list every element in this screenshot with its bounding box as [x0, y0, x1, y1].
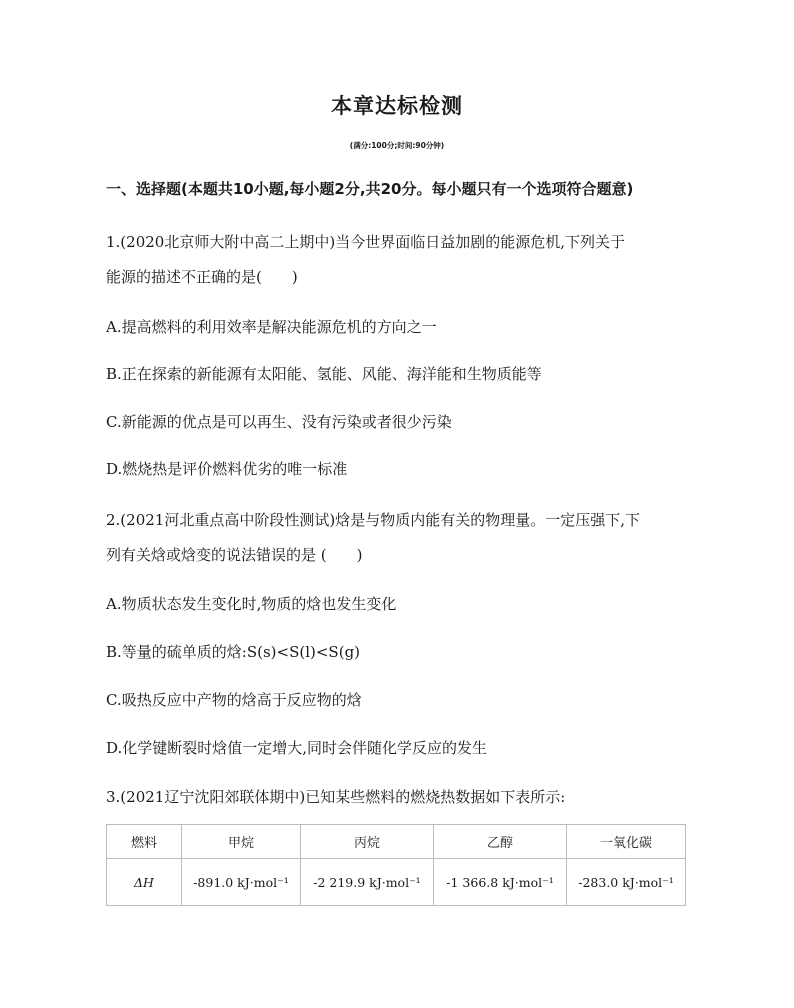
table-cell: -2 219.9 kJ·mol⁻¹: [300, 859, 433, 906]
table-header-cell: 一氧化碳: [567, 825, 686, 859]
table-cell: -283.0 kJ·mol⁻¹: [567, 859, 686, 906]
table-header-cell: 乙醇: [433, 825, 566, 859]
question-2-option-c: C.吸热反应中产物的焓高于反应物的焓: [106, 691, 362, 709]
table-row: [107, 859, 686, 906]
table-cell: -1 366.8 kJ·mol⁻¹: [433, 859, 566, 906]
question-2-option-b: B.等量的硫单质的焓:S(s)<S(l)<S(g): [106, 643, 361, 661]
combustion-heat-table: [106, 824, 686, 906]
question-1-stem-line-2: 能源的描述不正确的是( ): [106, 268, 298, 286]
question-1-option-d: D.燃烧热是评价燃料优劣的唯一标准: [106, 460, 348, 478]
question-2-stem-line-1: 2.(2021河北重点高中阶段性测试)焓是与物质内能有关的物理量。一定压强下,下: [106, 511, 640, 529]
table-header-cell: 丙烷: [300, 825, 433, 859]
table-header-row: [107, 825, 686, 859]
question-1-option-a: A.提高燃料的利用效率是解决能源危机的方向之一: [106, 318, 437, 336]
question-1-stem-line-1: 1.(2020北京师大附中高二上期中)当今世界面临日益加剧的能源危机,下列关于: [106, 233, 625, 251]
page-title: 本章达标检测: [331, 94, 463, 118]
table-header-cell: 燃料: [107, 825, 182, 859]
table-cell: -891.0 kJ·mol⁻¹: [182, 859, 301, 906]
table-row-label: ΔH: [107, 859, 182, 906]
table-header-cell: 甲烷: [182, 825, 301, 859]
question-1-option-c: C.新能源的优点是可以再生、没有污染或者很少污染: [106, 413, 452, 431]
question-2-stem-line-2: 列有关焓或焓变的说法错误的是 ( ): [106, 546, 363, 564]
question-3-stem-line-1: 3.(2021辽宁沈阳郊联体期中)已知某些燃料的燃烧热数据如下表所示:: [106, 788, 566, 806]
page-subtitle: (满分:100分;时间:90分钟): [349, 141, 445, 150]
section-heading: 一、选择题(本题共10小题,每小题2分,共20分。每小题只有一个选项符合题意): [106, 180, 634, 198]
question-2-option-d: D.化学键断裂时焓值一定增大,同时会伴随化学反应的发生: [106, 739, 488, 757]
question-1-option-b: B.正在探索的新能源有太阳能、氢能、风能、海洋能和生物质能等: [106, 365, 542, 383]
question-2-option-a: A.物质状态发生变化时,物质的焓也发生变化: [106, 595, 397, 613]
